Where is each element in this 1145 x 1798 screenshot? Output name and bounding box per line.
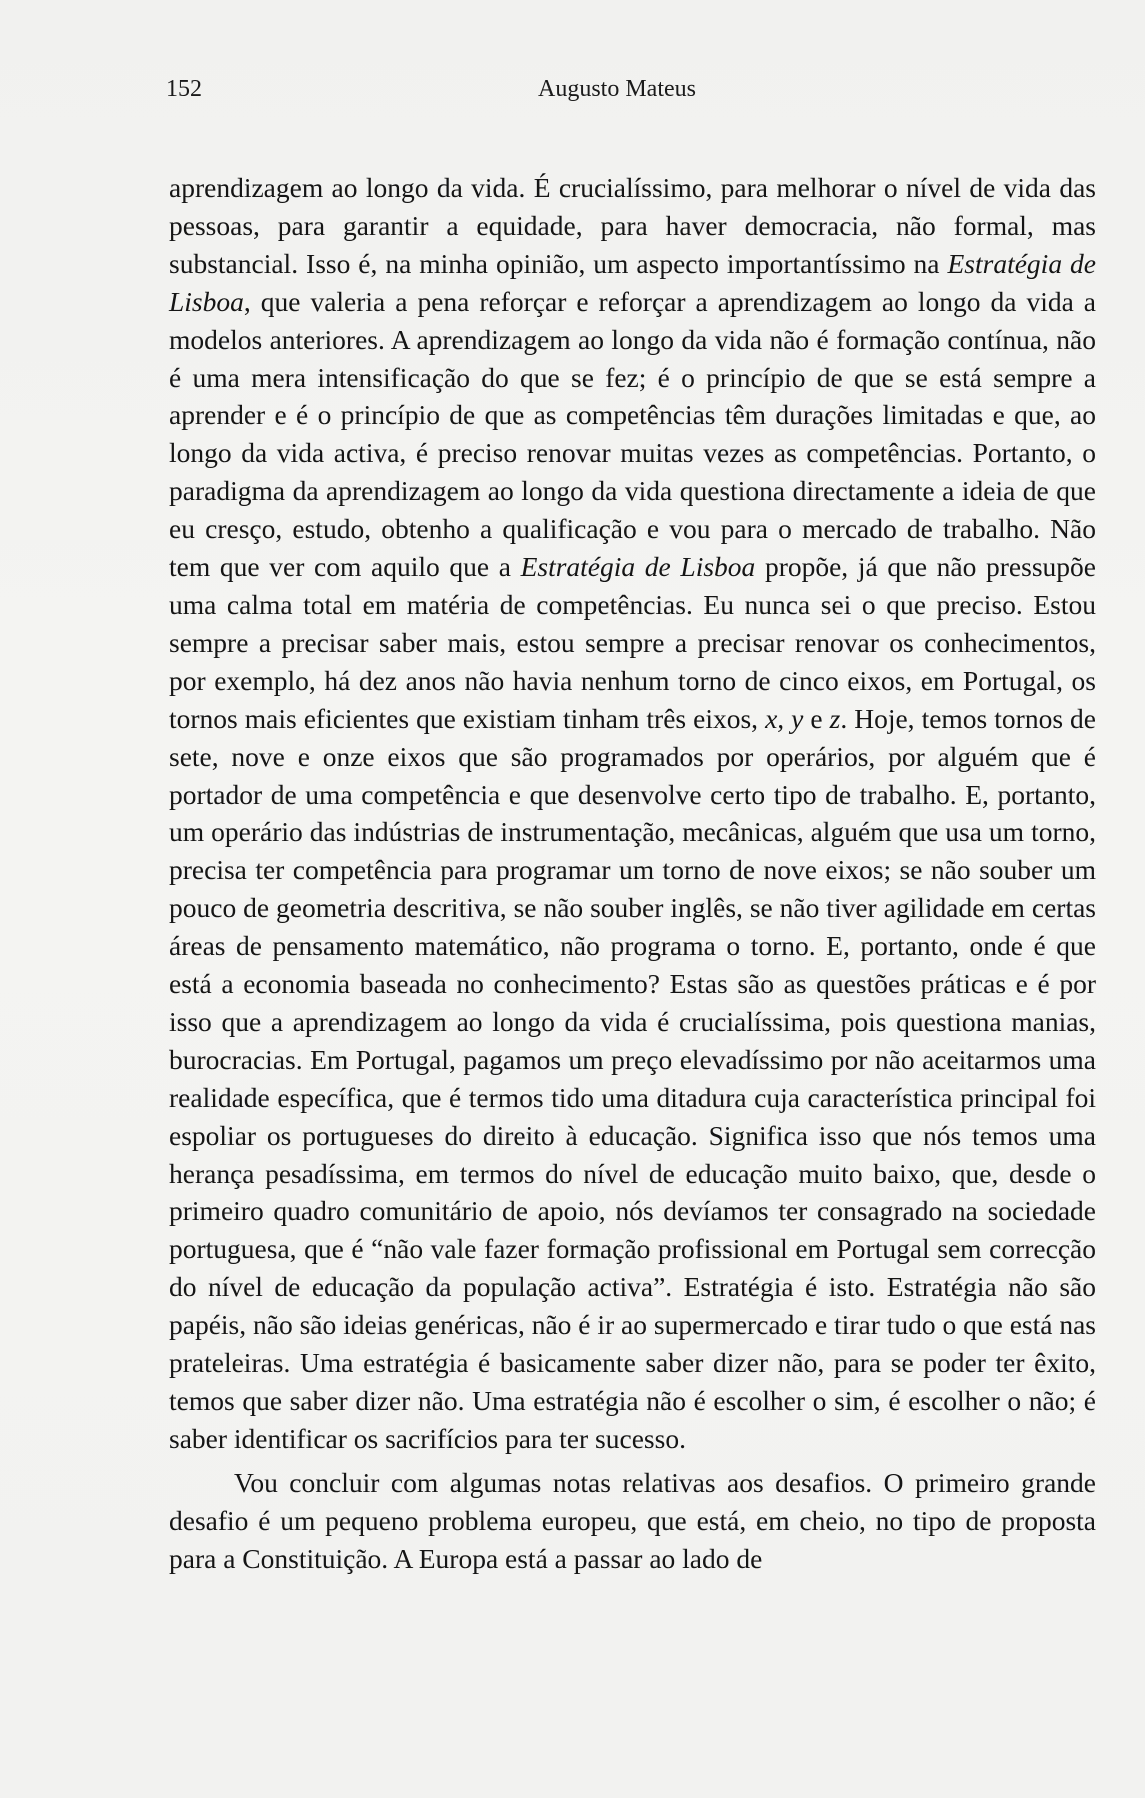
paragraph-2 [169, 1464, 1096, 1578]
text-run: Vou concluir com algumas notas relativas aos desafios. O primeiro grande desafio é um pequeno problema europeu, que está, em cheio, no tipo de proposta para a Constituição. A Europa está a passar ao lado de [169, 1466, 1096, 1574]
paragraph-1 [169, 169, 1096, 1458]
running-head: Augusto Mateus [538, 76, 696, 102]
italic-text-run: Estratégia de Lisboa [520, 551, 756, 583]
page-header [166, 76, 1086, 116]
text-run: propõe, já que não pressupõe uma calma total em matéria de competências. Eu nunca sei o que preciso. Estou sempre a precisar saber mais, estou sempre a precisar renovar os conhecimentos, por exemplo, há dez anos não havia nenhum torno de cinco eixos, em Portugal, os tornos mais eficientes que existiam tinham três eixos, [169, 551, 1096, 734]
body-text [169, 169, 1096, 1578]
text-run: aprendizagem ao longo da vida. É crucialíssimo, para melhorar o nível de vida das pessoas, para garantir a equidade, para haver democracia, não formal, mas substancial. Isso é, na minha opinião, um aspecto importantíssimo na [169, 172, 1096, 279]
italic-text-run: x, y [765, 702, 804, 734]
italic-text-run: Estratégia de Lisboa [169, 247, 1096, 317]
italic-text-run: z [829, 702, 841, 734]
text-run: e [803, 702, 830, 734]
page-number: 152 [166, 76, 202, 102]
text-run: , que valeria a pena reforçar e reforçar a aprendizagem ao longo da vida a modelos anteriores. A aprendizagem ao longo da vida não é formação contínua, não é uma mera intensificação do que se fez; é o princípio de que se está sempre a aprender e é o princípio de que as competências têm durações limitadas e que, ao longo da vida activa, é preciso renovar muitas vezes as competências. Portanto, o paradigma da aprendizagem ao longo da vida questiona directamente a ideia de que eu cresço, estudo, obtenho a qualificação e vou para o mercado de trabalho. Não tem que ver com aquilo que a [169, 285, 1096, 583]
text-run: . Hoje, temos tornos de sete, nove e onze eixos que são programados por operários, por alguém que é portador de uma competência e que desenvolve certo tipo de trabalho. E, portanto, um operário das indústrias de instrumentação, mecânicas, alguém que usa um torno, precisa ter competência para programar um torno de nove eixos; se não souber um pouco de geometria descritiva, se não souber inglês, se não tiver agilidade em certas áreas de pensamento matemático, não programa o torno. E, portanto, onde é que está a economia baseada no conhecimento? Estas são as questões práticas e é por isso que a aprendizagem ao longo da vida é crucialíssima, pois questiona manias, burocracias. Em Portugal, pagamos um preço elevadíssimo por não aceitarmos uma realidade específica, que é termos tido uma ditadura cuja característica principal foi espoliar os portugueses do direito à educação. Significa isso que nós temos uma herança pesadíssima, em termos do nível de educação muito baixo, que, desde o primeiro quadro comunitário de apoio, nós devíamos ter consagrado na sociedade portuguesa, que é “não vale fazer formação profissional em Portugal sem correcção do nível de educação da população activa”. Estratégia é isto. Estratégia não são papéis, não são ideias genéricas, não é ir ao supermercado e tirar tudo o que está nas prateleiras. Uma estratégia é basicamente saber dizer não, para se poder ter êxito, temos que saber dizer não. Uma estratégia não é escolher o sim, é escolher o não; é saber identificar os sacrifícios para ter sucesso. [169, 702, 1096, 1454]
